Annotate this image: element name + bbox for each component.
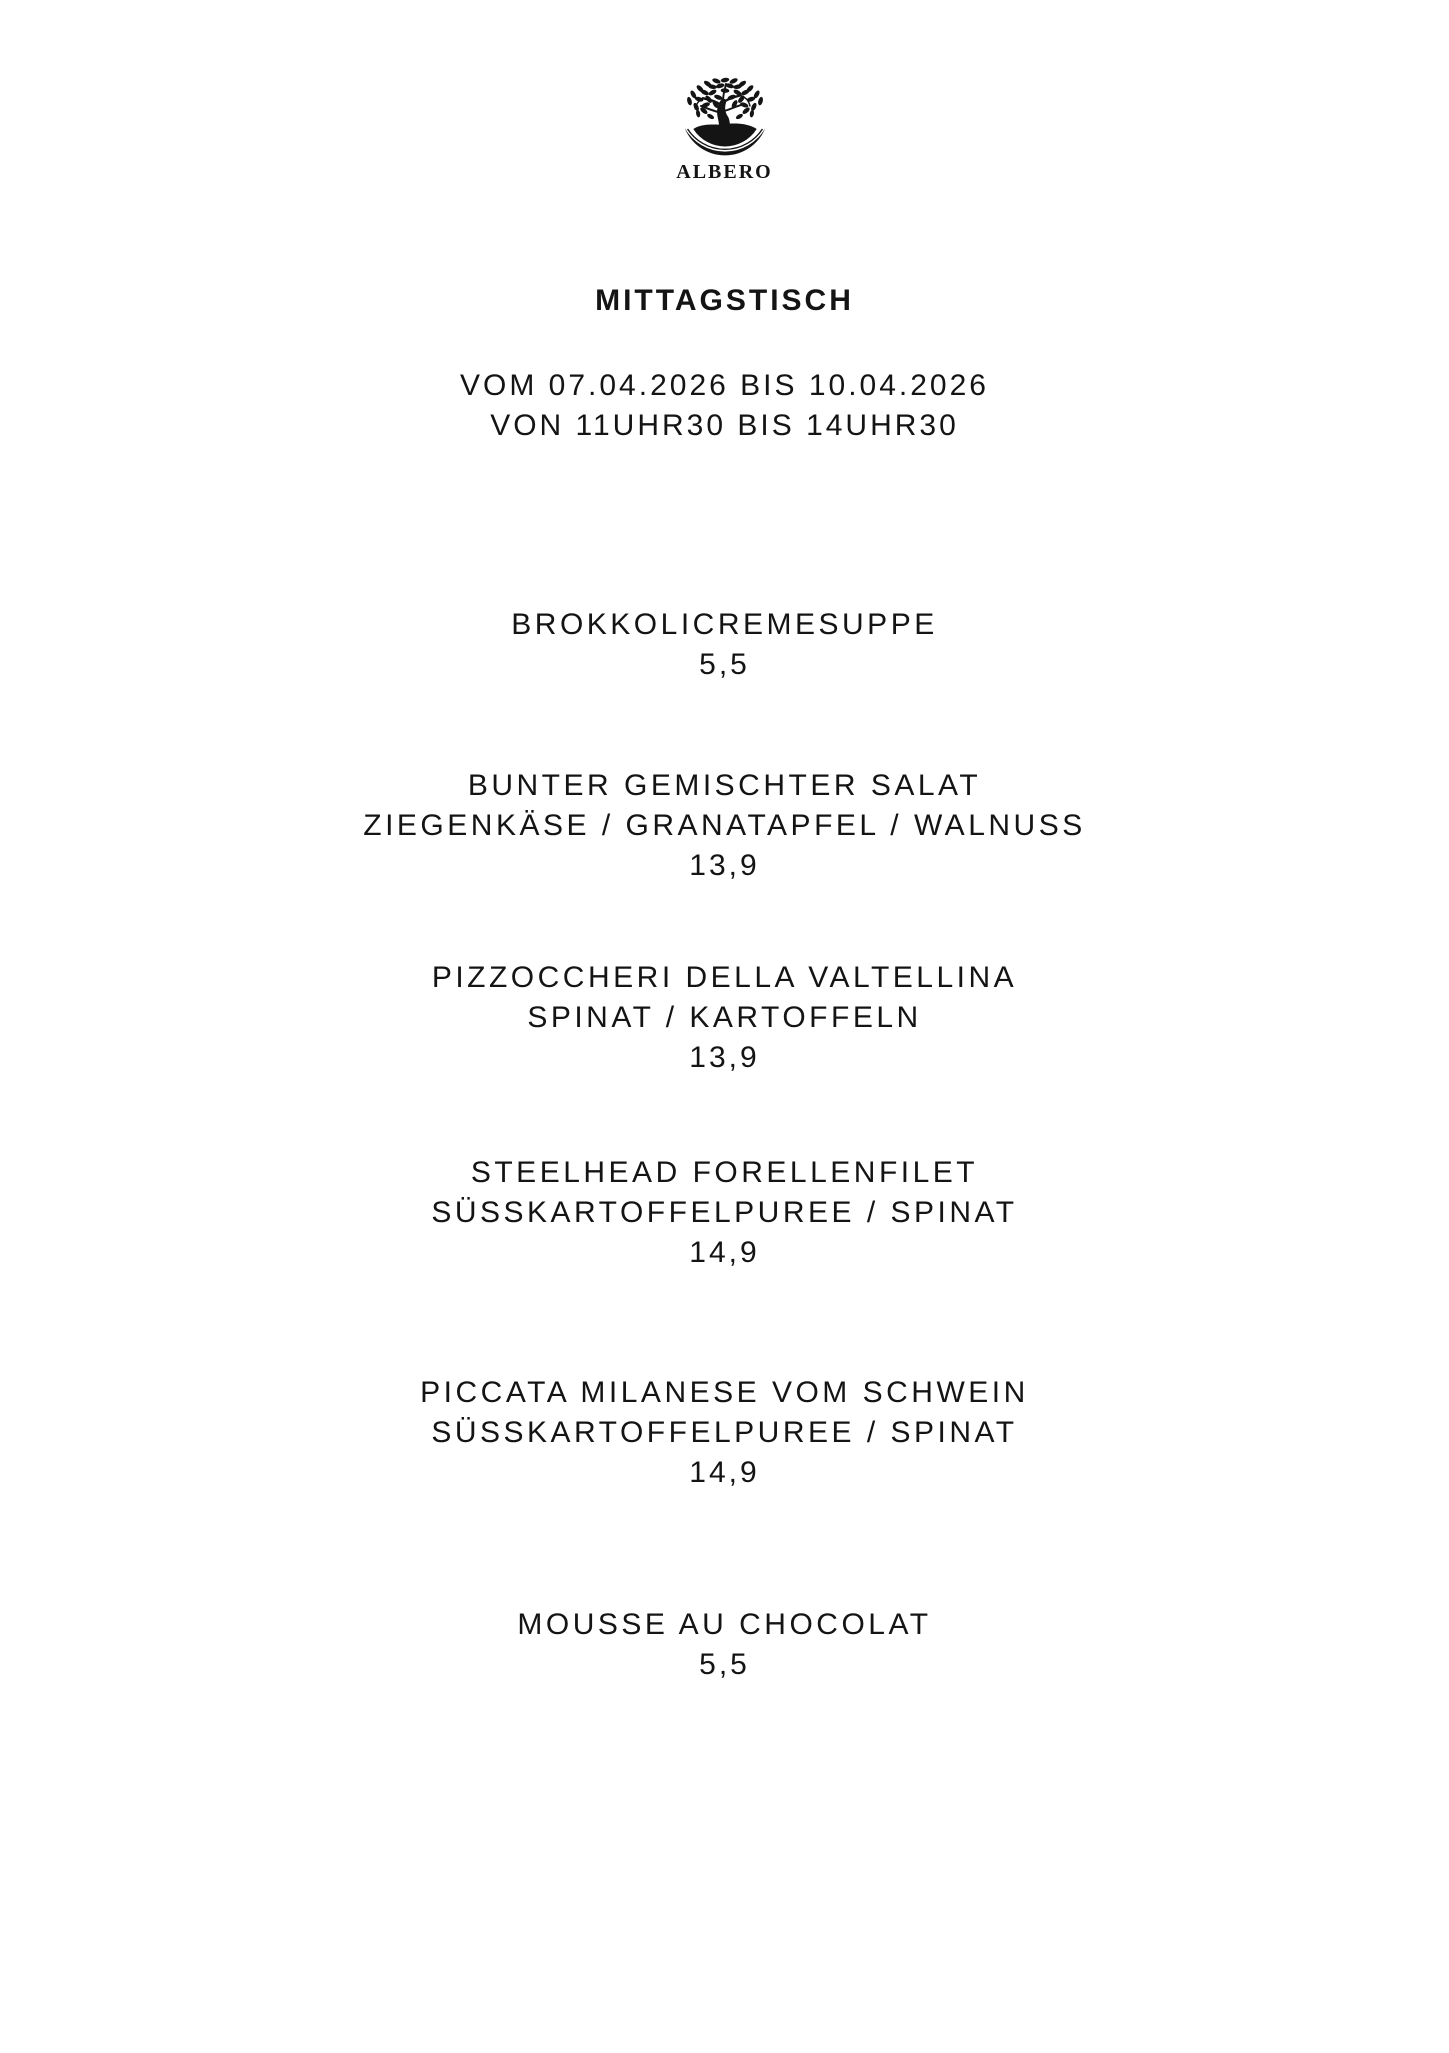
dish-ingredients: ZIEGENKÄSE / GRANATAPFEL / WALNUSS	[363, 809, 1086, 842]
validity-info	[0, 366, 1449, 446]
dish-name: STEELHEAD FORELLENFILET	[470, 1156, 979, 1189]
dish-price: 13,9	[689, 1041, 760, 1074]
dish-name: BROKKOLICREMESUPPE	[511, 608, 938, 641]
menu-item	[0, 958, 1449, 1078]
dish-price: 5,5	[699, 648, 750, 681]
restaurant-logo	[0, 0, 1449, 183]
dish-ingredients: SÜSSKARTOFFELPUREE / SPINAT	[431, 1416, 1018, 1449]
dish-name: BUNTER GEMISCHTER SALAT	[467, 769, 982, 802]
dish-ingredients: SPINAT / KARTOFFELN	[527, 1001, 922, 1034]
menu-list	[0, 605, 1449, 1685]
tree-of-life-icon	[677, 74, 773, 159]
dish-price: 14,9	[689, 1456, 760, 1489]
dish-name: MOUSSE AU CHOCOLAT	[517, 1608, 932, 1641]
menu-item	[0, 1153, 1449, 1273]
brand-name: ALBERO	[676, 161, 773, 183]
dish-name: PIZZOCCHERI DELLA VALTELLINA	[431, 961, 1018, 994]
page-title: MITTAGSTISCH	[595, 284, 854, 317]
date-range: VOM 07.04.2026 BIS 10.04.2026	[460, 369, 989, 402]
dish-ingredients: SÜSSKARTOFFELPUREE / SPINAT	[431, 1196, 1018, 1229]
dish-price: 13,9	[689, 849, 760, 882]
dish-price: 5,5	[699, 1648, 750, 1681]
menu-item	[0, 1373, 1449, 1493]
menu-item	[0, 1605, 1449, 1685]
menu-item	[0, 766, 1449, 886]
menu-item	[0, 605, 1449, 685]
time-range: VON 11UHR30 BIS 14UHR30	[490, 409, 959, 442]
dish-name: PICCATA MILANESE VOM SCHWEIN	[420, 1376, 1029, 1409]
dish-price: 14,9	[689, 1236, 760, 1269]
